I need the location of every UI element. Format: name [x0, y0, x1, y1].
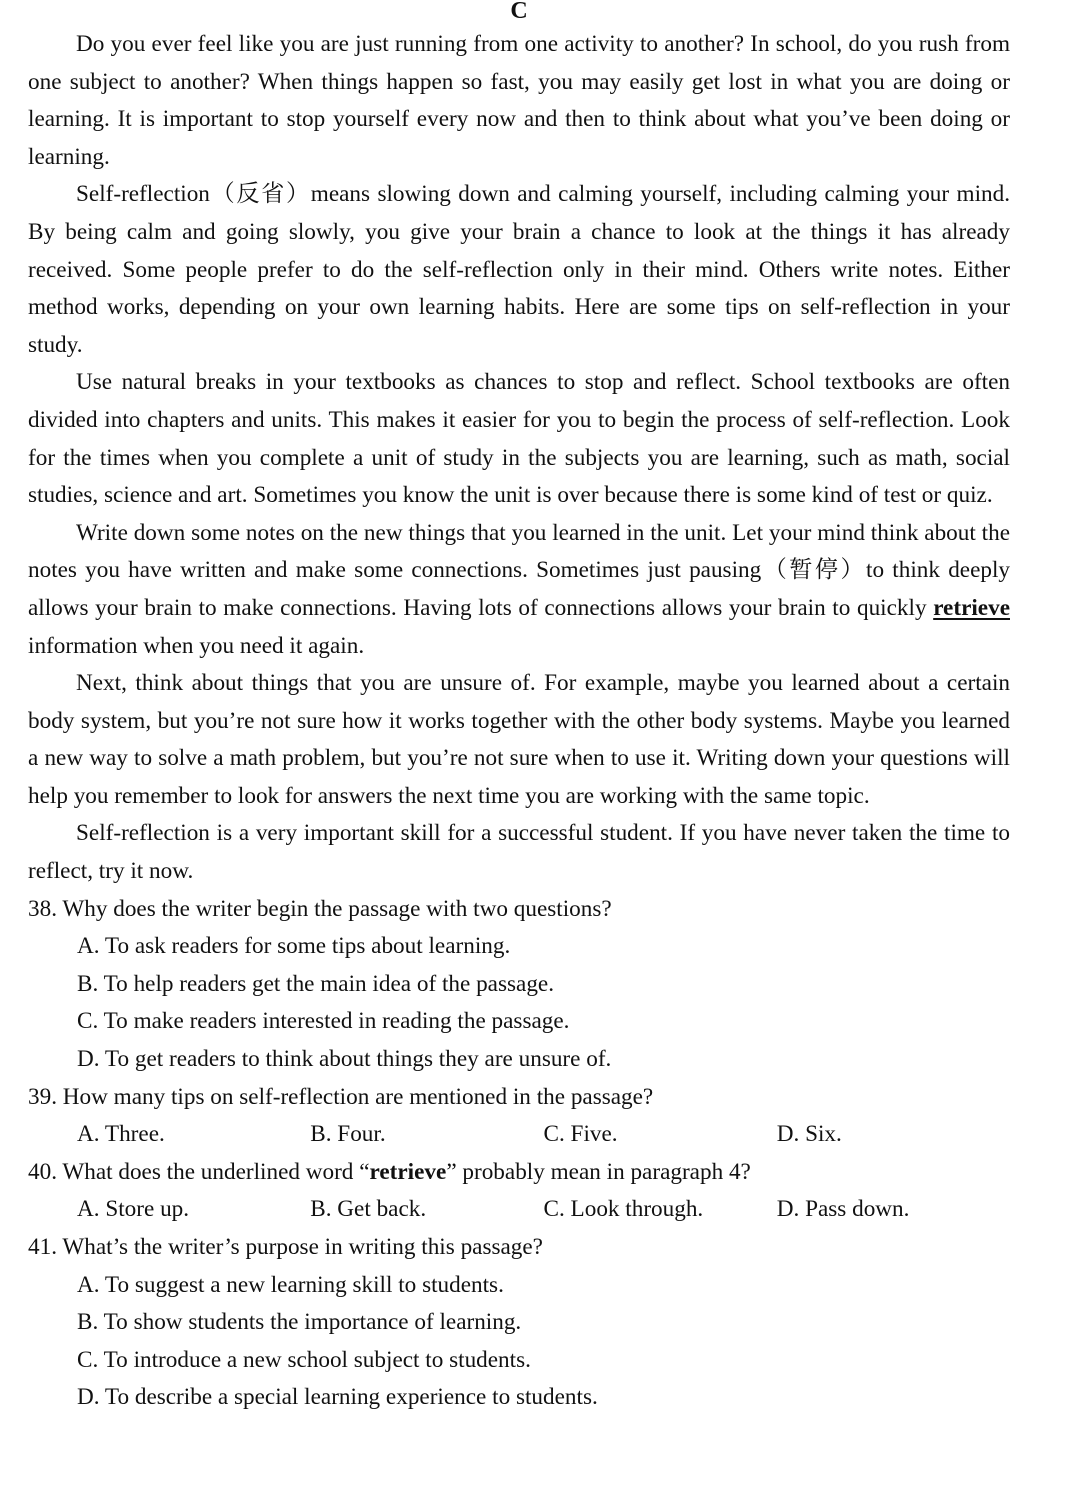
- question-40-stem: [28, 1154, 1010, 1192]
- question-38-option-c[interactable]: C. To make readers interested in reading the passage.: [77, 1008, 570, 1035]
- question-41-option-d[interactable]: D. To describe a special learning experience to students.: [77, 1384, 598, 1411]
- question-40-options: [77, 1191, 1010, 1229]
- section-heading: C: [510, 0, 528, 24]
- question-40-keyword: retrieve: [369, 1158, 447, 1185]
- passage-paragraph-2: Self-reflection（反省）means slowing down and calming yourself, including calming your mind. By being calm and going slowly, you give your brain a chance to look at the things it has already received. Some people prefer to do the self-reflection only in their mind. Others write notes. Either method works, depending on your own learning habits. Here are some tips on self-reflection in your study.: [28, 181, 1010, 358]
- question-40-option-c[interactable]: C. Look through.: [543, 1196, 704, 1223]
- question-39-stem: 39. How many tips on self-reflection are mentioned in the passage?: [28, 1083, 654, 1110]
- passage-paragraph-4: [28, 515, 1010, 665]
- question-38-option-d[interactable]: D. To get readers to think about things they are unsure of.: [77, 1046, 612, 1073]
- question-41-stem: 41. What’s the writer’s purpose in writing this passage?: [28, 1234, 543, 1260]
- question-38-option-b[interactable]: B. To help readers get the main idea of the passage.: [77, 970, 554, 997]
- question-40-stem-end: ” probably mean in paragraph 4?: [446, 1158, 751, 1185]
- question-40-option-d[interactable]: D. Pass down.: [776, 1196, 910, 1223]
- underlined-keyword: retrieve: [933, 594, 1010, 621]
- question-38-stem: 38. Why does the writer begin the passage with two questions?: [28, 895, 612, 922]
- question-38-option-a[interactable]: A. To ask readers for some tips about learning.: [77, 933, 511, 960]
- paragraph-4-text-end: information when you need it again.: [28, 632, 365, 659]
- paragraph-4-text-start: Write down some notes on the new things that you learned in the unit. Let your mind think about the notes you have written and make some connections. Sometimes just pausing（暂停）to think deeply allows your brain to make connections. Having lots of connections allows your brain to quickly: [28, 519, 1010, 621]
- passage-paragraph-3: Use natural breaks in your textbooks as chances to stop and reflect. School textbooks are often divided into chapters and units. This makes it easier for you to begin the process of self-reflection. Look for the times when you complete a unit of study in the subjects you are learning, such as math, social studies, science and art. Sometimes you know the unit is over because there is some kind of test or quiz.: [28, 369, 1010, 509]
- question-39-option-b[interactable]: B. Four.: [310, 1121, 386, 1148]
- question-39-option-c[interactable]: C. Five.: [543, 1121, 618, 1148]
- question-39-option-d[interactable]: D. Six.: [776, 1121, 842, 1148]
- question-39-option-a[interactable]: A. Three.: [77, 1121, 165, 1148]
- passage-paragraph-1: Do you ever feel like you are just running from one activity to another? In school, do you rush from one subject to another? When things happen so fast, you may easily get lost in what you are doing or learning. It is important to stop yourself every now and then to think about what you’ve been doing or learning.: [28, 31, 1010, 170]
- question-39-options: [77, 1116, 1010, 1154]
- passage-paragraph-5: Next, think about things that you are unsure of. For example, maybe you learned about a certain body system, but you’re not sure how it works together with the other body systems. Maybe you learned a new way to solve a math problem, but you’re not sure when to use it. Writing down your questions will help you remember to look for answers the next time you are working with the same topic.: [28, 670, 1010, 809]
- question-41-option-c[interactable]: C. To introduce a new school subject to students.: [77, 1346, 531, 1373]
- question-40-option-b[interactable]: B. Get back.: [310, 1196, 427, 1223]
- passage-paragraph-6: Self-reflection is a very important skill for a successful student. If you have never taken the time to reflect, try it now.: [28, 820, 1010, 885]
- question-40-stem-start: 40. What does the underlined word “: [28, 1158, 370, 1185]
- question-41-option-b[interactable]: B. To show students the importance of learning.: [77, 1309, 522, 1336]
- question-41-option-a[interactable]: A. To suggest a new learning skill to students.: [77, 1271, 504, 1298]
- question-40-option-a[interactable]: A. Store up.: [77, 1196, 190, 1223]
